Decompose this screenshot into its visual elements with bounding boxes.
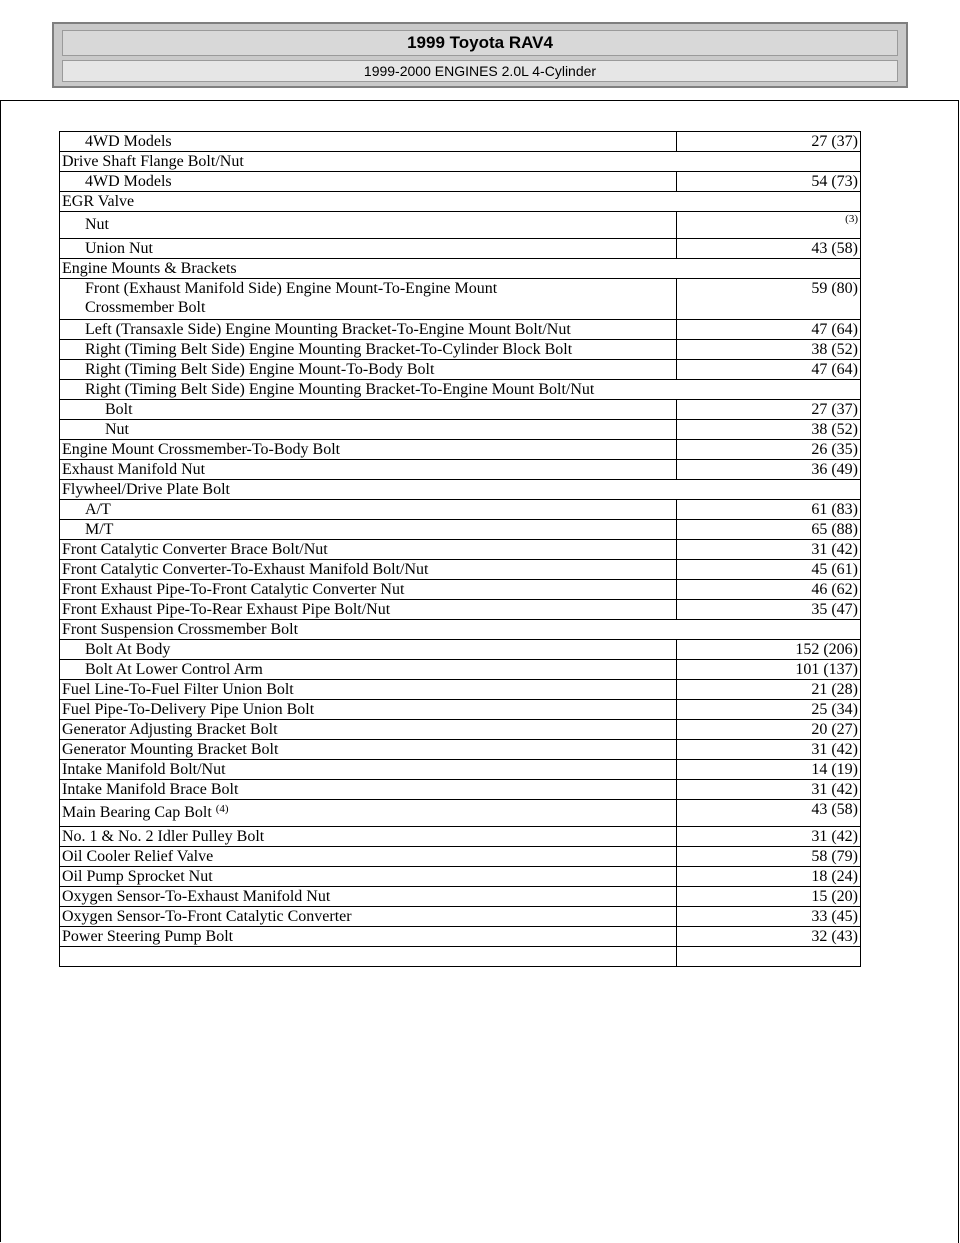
row-label-text: Main Bearing Cap Bolt <box>62 804 212 821</box>
row-label <box>60 800 677 827</box>
table-row <box>60 340 861 360</box>
table-row-heading <box>60 480 861 500</box>
row-value: 15 (20) <box>677 887 861 907</box>
row-label-line2: Crossmember Bolt <box>85 299 206 316</box>
table-row <box>60 420 861 440</box>
table-row <box>60 847 861 867</box>
table-row-heading <box>60 192 861 212</box>
row-label: Power Steering Pump Bolt <box>60 927 677 947</box>
row-value: 61 (83) <box>677 500 861 520</box>
row-value: 26 (35) <box>677 440 861 460</box>
row-value: 31 (42) <box>677 827 861 847</box>
section-subtitle: 1999-2000 ENGINES 2.0L 4-Cylinder <box>62 60 898 82</box>
row-value: 65 (88) <box>677 520 861 540</box>
row-heading: Engine Mounts & Brackets <box>60 259 861 279</box>
row-label: Left (Transaxle Side) Engine Mounting Bracket-To-Engine Mount Bolt/Nut <box>60 320 677 340</box>
row-value: 43 (58) <box>677 239 861 259</box>
row-value: 47 (64) <box>677 360 861 380</box>
table-row <box>60 680 861 700</box>
table-row <box>60 500 861 520</box>
row-value: 35 (47) <box>677 600 861 620</box>
row-value: 36 (49) <box>677 460 861 480</box>
row-value: 18 (24) <box>677 867 861 887</box>
table-row <box>60 560 861 580</box>
row-value: 32 (43) <box>677 927 861 947</box>
table-row <box>60 520 861 540</box>
row-label: Oxygen Sensor-To-Exhaust Manifold Nut <box>60 887 677 907</box>
table-row <box>60 800 861 827</box>
table-row <box>60 740 861 760</box>
footnote-ref: (4) <box>215 803 229 815</box>
table-row <box>60 540 861 560</box>
row-value: 59 (80) <box>677 279 861 320</box>
table-row <box>60 132 861 152</box>
row-value: 33 (45) <box>677 907 861 927</box>
row-label: Front Exhaust Pipe-To-Front Catalytic Converter Nut <box>60 580 677 600</box>
row-label: Nut <box>60 212 677 239</box>
row-label: Bolt At Lower Control Arm <box>60 660 677 680</box>
row-value: 21 (28) <box>677 680 861 700</box>
row-value: 27 (37) <box>677 400 861 420</box>
row-label: Oil Pump Sprocket Nut <box>60 867 677 887</box>
row-label: Bolt <box>60 400 677 420</box>
row-value: 45 (61) <box>677 560 861 580</box>
row-label: Union Nut <box>60 239 677 259</box>
row-label: Front Catalytic Converter Brace Bolt/Nut <box>60 540 677 560</box>
table-row <box>60 239 861 259</box>
row-value: 31 (42) <box>677 540 861 560</box>
table-row <box>60 927 861 947</box>
torque-spec-table <box>59 131 861 967</box>
row-value: 31 (42) <box>677 740 861 760</box>
row-value: 58 (79) <box>677 847 861 867</box>
row-label: Generator Adjusting Bracket Bolt <box>60 720 677 740</box>
row-label-empty <box>60 947 677 967</box>
table-row <box>60 212 861 239</box>
row-heading: Front Suspension Crossmember Bolt <box>60 620 861 640</box>
row-label: Front Exhaust Pipe-To-Rear Exhaust Pipe Bolt/Nut <box>60 600 677 620</box>
row-label: Fuel Pipe-To-Delivery Pipe Union Bolt <box>60 700 677 720</box>
row-label: Right (Timing Belt Side) Engine Mount-To-Body Bolt <box>60 360 677 380</box>
table-row <box>60 660 861 680</box>
row-label: Intake Manifold Bolt/Nut <box>60 760 677 780</box>
document-header <box>52 22 908 88</box>
table-row <box>60 360 861 380</box>
row-label: Nut <box>60 420 677 440</box>
row-heading: Drive Shaft Flange Bolt/Nut <box>60 152 861 172</box>
table-row-heading <box>60 259 861 279</box>
row-value: 46 (62) <box>677 580 861 600</box>
row-label: M/T <box>60 520 677 540</box>
row-heading: EGR Valve <box>60 192 861 212</box>
row-label-line1: Front (Exhaust Manifold Side) Engine Mount-To-Engine Mount <box>85 280 498 297</box>
row-label: Bolt At Body <box>60 640 677 660</box>
row-value: 152 (206) <box>677 640 861 660</box>
vehicle-title: 1999 Toyota RAV4 <box>62 30 898 56</box>
row-value: 27 (37) <box>677 132 861 152</box>
row-value: 25 (34) <box>677 700 861 720</box>
row-label: 4WD Models <box>60 132 677 152</box>
row-value: 54 (73) <box>677 172 861 192</box>
row-heading: Right (Timing Belt Side) Engine Mounting Bracket-To-Engine Mount Bolt/Nut <box>60 380 861 400</box>
table-row <box>60 400 861 420</box>
row-value: 14 (19) <box>677 760 861 780</box>
table-row <box>60 827 861 847</box>
table-row <box>60 460 861 480</box>
table-row-blank <box>60 947 861 967</box>
row-label: 4WD Models <box>60 172 677 192</box>
row-heading: Flywheel/Drive Plate Bolt <box>60 480 861 500</box>
table-row-heading <box>60 152 861 172</box>
table-row <box>60 700 861 720</box>
row-value-note: (3) <box>677 212 861 239</box>
row-label <box>60 279 677 320</box>
table-row-heading <box>60 380 861 400</box>
table-row <box>60 320 861 340</box>
row-label: No. 1 & No. 2 Idler Pulley Bolt <box>60 827 677 847</box>
table-row <box>60 580 861 600</box>
table-row <box>60 780 861 800</box>
row-value: 43 (58) <box>677 800 861 827</box>
row-label: Exhaust Manifold Nut <box>60 460 677 480</box>
table-row <box>60 640 861 660</box>
table-row <box>60 867 861 887</box>
row-label: Fuel Line-To-Fuel Filter Union Bolt <box>60 680 677 700</box>
row-label: Generator Mounting Bracket Bolt <box>60 740 677 760</box>
row-value: 20 (27) <box>677 720 861 740</box>
row-label: Intake Manifold Brace Bolt <box>60 780 677 800</box>
row-value: 38 (52) <box>677 340 861 360</box>
page-frame-left-edge <box>0 100 1 1242</box>
row-value: 101 (137) <box>677 660 861 680</box>
row-label: Front Catalytic Converter-To-Exhaust Manifold Bolt/Nut <box>60 560 677 580</box>
table-row <box>60 720 861 740</box>
table-row <box>60 440 861 460</box>
row-value: 38 (52) <box>677 420 861 440</box>
row-label: A/T <box>60 500 677 520</box>
table-row <box>60 760 861 780</box>
table-row-heading <box>60 620 861 640</box>
table-row <box>60 887 861 907</box>
row-value: 31 (42) <box>677 780 861 800</box>
row-value: 47 (64) <box>677 320 861 340</box>
row-label: Oxygen Sensor-To-Front Catalytic Converter <box>60 907 677 927</box>
row-value-empty <box>677 947 861 967</box>
row-label: Engine Mount Crossmember-To-Body Bolt <box>60 440 677 460</box>
table-row <box>60 172 861 192</box>
table-row <box>60 907 861 927</box>
row-label: Right (Timing Belt Side) Engine Mounting Bracket-To-Cylinder Block Bolt <box>60 340 677 360</box>
row-label: Oil Cooler Relief Valve <box>60 847 677 867</box>
table-row <box>60 279 861 320</box>
table-row <box>60 600 861 620</box>
